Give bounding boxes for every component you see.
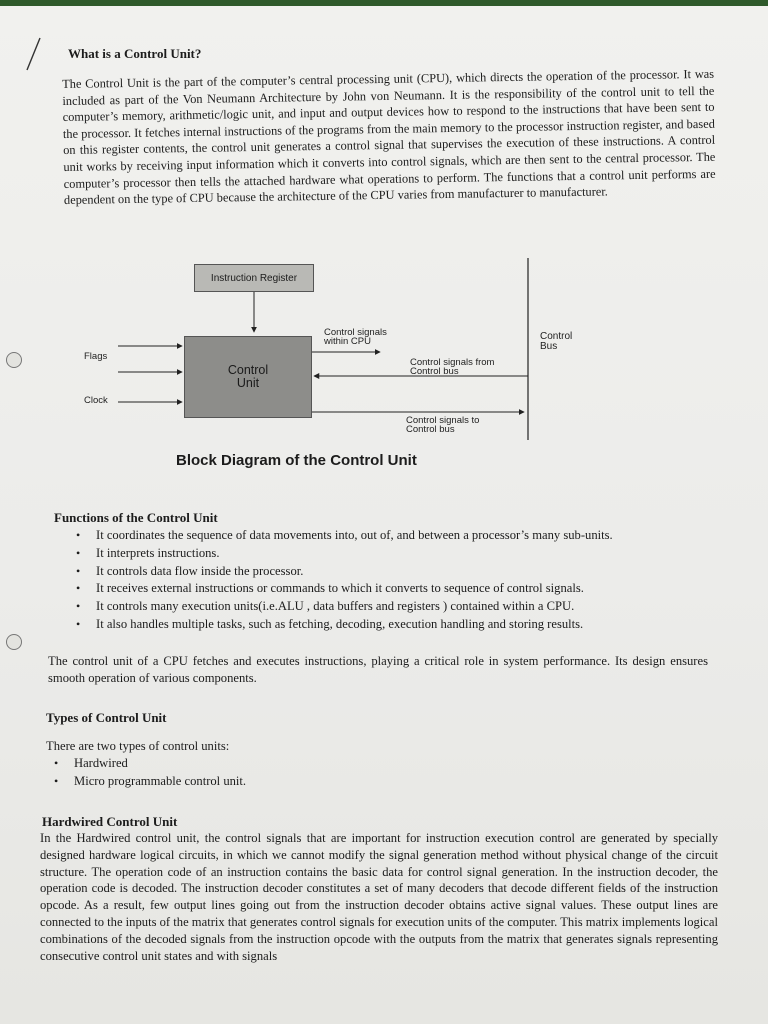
control-bus-label: Control Bus: [540, 331, 573, 352]
instruction-register-box: Instruction Register: [194, 264, 314, 292]
punch-hole: [6, 634, 22, 650]
hardwired-paragraph: In the Hardwired control unit, the control signals that are important for instruction execution control are generated by specially designed hardware logical circuits, in which we cannot modify the signal generation method without physical change of the circuit structure. The operation code of an instruction contains the basic data for control signal generation. In the instruction decoder, the operation code is decoded. The instruction decoder constitutes a set of many decoders that decode different fields of the instruction opcode. As a result, few output lines going out from the instruction decoder obtains active signal values. These output lines are connected to the inputs of the matrix that generates control signals for execution units of the computer. This matrix implements logical combinations of the decoded signals from the instruction opcode with the outputs from the matrix that generates signals representing consecutive control unit states and with signals: [40, 831, 718, 963]
intro-paragraph: The Control Unit is the part of the computer’s central processing unit (CPU), which directs the operation of the processor. It was included as part of the Von Neumann Architecture by John von Neumann. It is the responsibility of the control unit to tell the computer’s memory, arithmetic/logic unit, and input and output devices how to respond to the instructions that have been sent to the processor. It fetches internal instructions of the programs from the main memory to the processor instruction register, and based on this register contents, the control unit generates a control signal that supervises the execution of these instructions. A control unit works by receiving input information which it converts into control signals, which are then sent to the central processor. The computer’s processor then tells the attached hardware what operations to perform. The functions that a control unit performs are dependent on the type of CPU because the architecture of the CPU varies from manufacturer to manufacturer.: [62, 66, 716, 208]
list-item: • It receives external instructions or commands to which it converts to sequence of control signals.: [76, 581, 584, 596]
document-page: [0, 6, 768, 1024]
list-item: • Hardwired: [54, 756, 128, 770]
list-item: • It coordinates the sequence of data movements into, out of, and between a processor’s many sub-units.: [76, 528, 613, 542]
list-item: • Micro programmable control unit.: [54, 773, 247, 788]
list-item: • It also handles multiple tasks, such as fetching, decoding, execution handling and storing results.: [76, 616, 584, 631]
types-list: [38, 755, 438, 791]
pen-stroke-mark: [24, 36, 42, 72]
signals-within-cpu-label: Control signals within CPU: [324, 327, 387, 347]
clock-label: Clock: [84, 395, 108, 406]
diagram-caption: Block Diagram of the Control Unit: [176, 452, 417, 469]
flags-label: Flags: [84, 351, 108, 362]
heading-functions: Functions of the Control Unit: [54, 510, 218, 525]
heading-types: Types of Control Unit: [46, 710, 167, 725]
signals-to-bus-label: Control signals to Control bus: [406, 415, 480, 435]
punch-hole: [6, 352, 22, 368]
heading-what-is-control-unit: What is a Control Unit?: [68, 46, 202, 61]
control-unit-box: [184, 336, 312, 418]
list-item: • It interprets instructions.: [76, 545, 220, 560]
block-diagram: [72, 254, 573, 484]
list-item: • It controls data flow inside the processor.: [76, 563, 304, 578]
heading-hardwired: Hardwired Control Unit: [42, 814, 178, 829]
signals-from-bus-label: Control signals from Control bus: [410, 357, 495, 377]
list-item: • It controls many execution units(i.e.ALU , data buffers and registers ) contained within a CPU.: [76, 599, 575, 614]
functions-list: [60, 527, 710, 634]
types-intro: There are two types of control units:: [46, 739, 230, 753]
functions-closing-paragraph: The control unit of a CPU fetches and executes instructions, playing a critical role in system performance. Its design ensures smooth operation of various components.: [48, 654, 708, 685]
control-unit-label: Control Unit: [227, 363, 269, 390]
